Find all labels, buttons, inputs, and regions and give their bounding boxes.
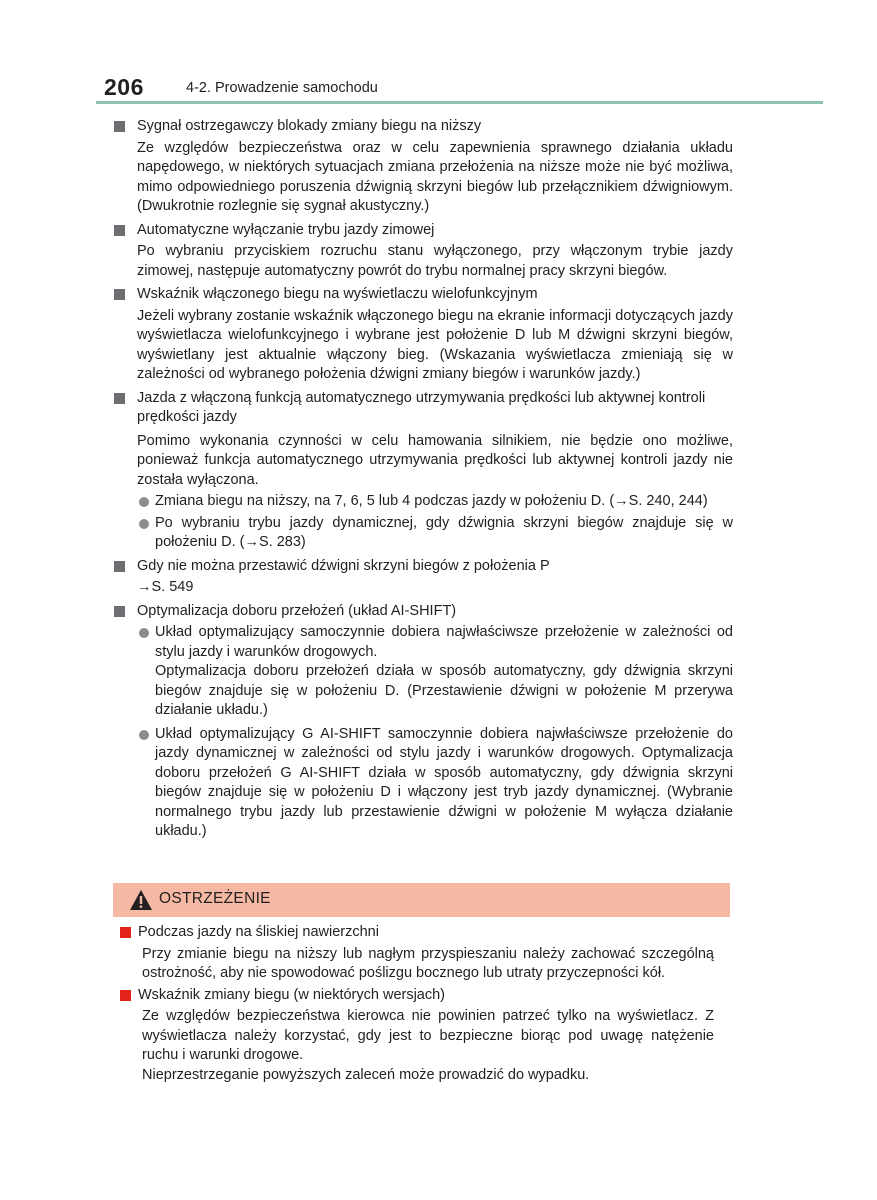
warning-square-icon bbox=[120, 927, 131, 938]
section-text: Ze względów bezpieczeństwa oraz w celu zapewnienia sprawnego działania układu napędowego, w niektórych sytuacjach zmiana przełożenia na niższe może nie być możliwa, mimo odpowiedniego poruszenia dźwignią skrzyni biegów lub przełącznikiem dźwigniowym. (Dwukrotnie rozlegnie się sygnał akustyczny.) bbox=[137, 139, 733, 214]
section-title: Automatyczne wyłączanie trybu jazdy zimowej bbox=[137, 221, 435, 238]
list-item: Zmiana biegu na niższy, na 7, 6, 5 lub 4 podczas jazdy w położeniu D. (→S. 240, 244) bbox=[137, 492, 733, 512]
section-gear-indicator bbox=[113, 285, 733, 385]
section-title: Jazda z włączoną funkcją automatycznego utrzymywania prędkości lub aktywnej kontroli prędkości jazdy bbox=[137, 389, 706, 425]
warning-box bbox=[113, 883, 730, 1085]
warning-triangle-icon bbox=[129, 889, 153, 911]
section-shift-lock bbox=[113, 557, 733, 598]
section-square-icon bbox=[114, 121, 125, 132]
section-winter-mode bbox=[113, 221, 733, 282]
list-item: Układ optymalizujący samoczynnie dobiera najwłaściwsze przełożenie w zależności od stylu jazdy i warunków drogowych. Optymalizacja doboru przełożeń działa w sposób automatyczny, gdy dźwignia skrzyni biegów znajduje się w położeniu D. (Przestawienie dźwigni w położenie M przerywa działanie układu.) bbox=[137, 623, 733, 721]
warning-item-title: Podczas jazdy na śliskiej nawierzchni bbox=[138, 924, 379, 940]
bullet-icon bbox=[139, 497, 149, 507]
main-content bbox=[113, 117, 733, 844]
warning-header bbox=[113, 883, 730, 917]
page-number: 206 bbox=[104, 74, 144, 100]
section-text: Pomimo wykonania czynności w celu hamowania silnikiem, nie będzie ono możliwe, ponieważ funkcja automatycznego utrzymywania prędkości lub aktywnej kontroli jazdy nie została wyłączona. bbox=[137, 432, 733, 488]
chapter-title: 4-2. Prowadzenie samochodu bbox=[186, 80, 378, 96]
page-reference: →S. 549 bbox=[137, 579, 194, 595]
section-title: Optymalizacja doboru przełożeń (układ AI-SHIFT) bbox=[137, 602, 457, 619]
warning-item-text: Ze względów bezpieczeństwa kierowca nie powinien patrzeć tylko na wyświetlacz. Z wyświetlacza należy korzystać, gdy jest to bezpieczne biorąc pod uwagę natężenie ruchu i warunki drogowe. bbox=[142, 1008, 714, 1063]
list-item: Układ optymalizujący G AI-SHIFT samoczynnie dobiera najwłaściwsze przełożenie do jazdy dynamicznej w zależności od stylu jazdy i warunków drogowych. Optymalizacja doboru przełożeń G AI-SHIFT działa w sposób automatyczny, gdy dźwignia skrzyni biegów znajduje się w położeniu D i włączony jest tryb jazdy dynamicznej. (Wybranie normalnego trybu jazdy lub przestawienie dźwigni w położenie M wyłącza działanie układu.) bbox=[137, 725, 733, 842]
warning-item-title: Wskaźnik zmiany biegu (w niektórych wersjach) bbox=[138, 986, 446, 1003]
section-title: Sygnał ostrzegawczy blokady zmiany biegu na niższy bbox=[137, 118, 482, 134]
warning-body bbox=[113, 917, 730, 1085]
section-text: Jeżeli wybrany zostanie wskaźnik włączonego biegu na ekranie informacji dotyczących jazdy wyświetlacza wielofunkcyjnego i wybrane jest położenie D lub M dźwigni skrzyni biegów, wyświetlany jest aktualnie włączony bieg. (Wskazania wyświetlacza zmieniają się w zależności od wybranego położenia dźwigni zmiany biegów i warunków jazdy.) bbox=[137, 307, 733, 382]
warning-item-text: Przy zmianie biegu na niższy lub nagłym przyspieszaniu należy zachować szczególną ostrożność, aby nie spowodować poślizgu bocznego lub utraty przyczepności kół. bbox=[142, 945, 714, 981]
section-downshift-warning bbox=[113, 117, 733, 217]
warning-item-text: Nieprzestrzeganie powyższych zaleceń może prowadzić do wypadku. bbox=[142, 1066, 590, 1083]
section-square-icon bbox=[114, 393, 125, 404]
warning-square-icon bbox=[120, 990, 131, 1001]
list-item: Po wybraniu trybu jazdy dynamicznej, gdy dźwignia skrzyni biegów znajduje się w położeniu D. (→S. 283) bbox=[137, 514, 733, 553]
section-square-icon bbox=[114, 606, 125, 617]
section-title: Wskaźnik włączonego biegu na wyświetlaczu wielofunkcyjnym bbox=[137, 286, 538, 302]
section-title: Gdy nie można przestawić dźwigni skrzyni biegów z położenia P bbox=[137, 557, 550, 574]
bullet-icon bbox=[139, 519, 149, 529]
section-square-icon bbox=[114, 225, 125, 236]
section-square-icon bbox=[114, 561, 125, 572]
warning-label: OSTRZEŻENIE bbox=[159, 890, 271, 907]
section-ai-shift bbox=[113, 602, 733, 842]
bullet-icon bbox=[139, 730, 149, 740]
section-cruise-control bbox=[113, 389, 733, 553]
section-text: Po wybraniu przyciskiem rozruchu stanu wyłączonego, przy włączonym trybie jazdy zimowej, następuje automatyczny powrót do trybu normalnej pracy skrzyni biegów. bbox=[137, 243, 733, 279]
section-square-icon bbox=[114, 289, 125, 300]
bullet-icon bbox=[139, 628, 149, 638]
header-divider bbox=[96, 101, 823, 104]
